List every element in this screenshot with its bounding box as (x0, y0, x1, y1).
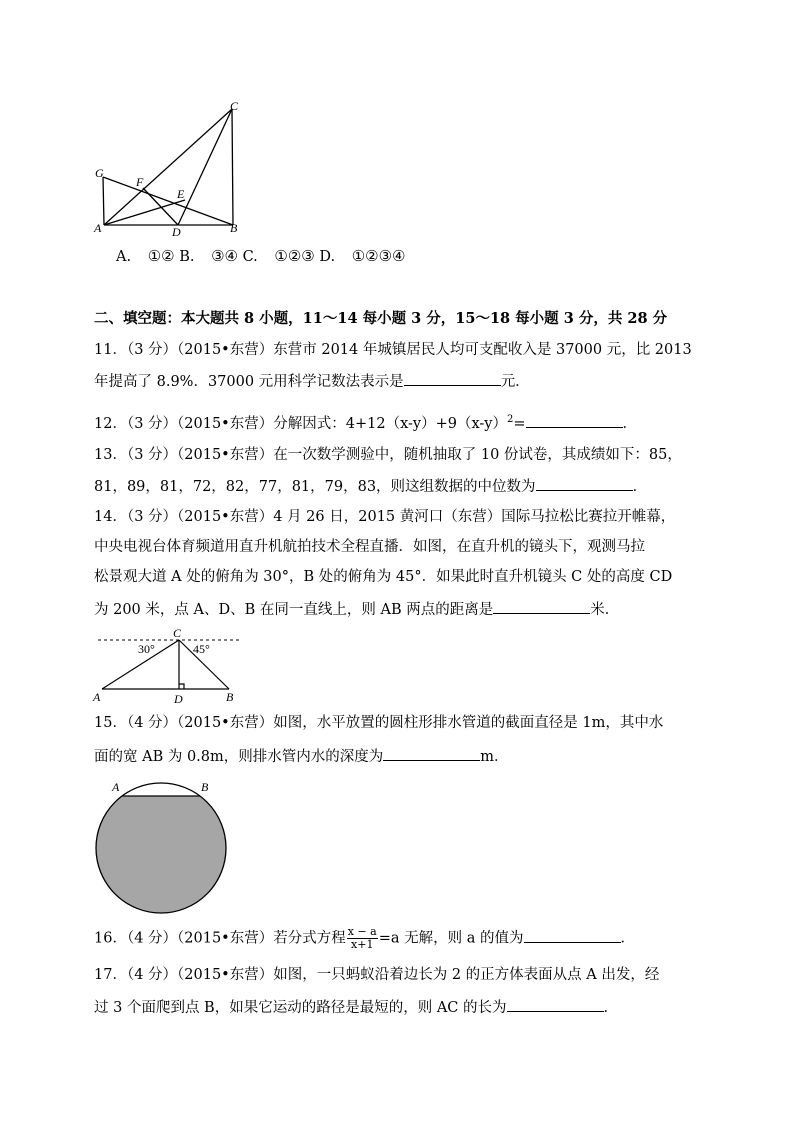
option-c-label: C. (242, 249, 258, 265)
q11-answer-blank[interactable] (404, 370, 501, 386)
option-a-label: A. (116, 249, 132, 265)
q14-line-1: 14．（3 分）（2015•东营）4 月 26 日，2015 黄河口（东营）国际马拉松比赛拉开帷幕， (94, 509, 676, 525)
q15-pipe-figure (90, 776, 240, 914)
q13-text: 81，89，81，72，82，77，81，79，83，则这组数据的中位数为 (94, 479, 536, 495)
q15-text: 面的宽 AB 为 0.8m，则排水管内水的深度为 (94, 749, 384, 765)
q10-label-c: C (230, 99, 239, 113)
q17-line-2 (94, 996, 618, 1018)
q16-answer-blank[interactable] (524, 927, 621, 943)
q14-helicopter-figure (90, 624, 250, 706)
q16-line (94, 926, 635, 951)
q14-line-3: 松景观大道 A 处的俯角为 30°，B 处的俯角为 45°．如果此时直升机镜头 C 处的高度 CD (94, 569, 673, 585)
q16-text: 16．（4 分）（2015•东营）若分式方程 (94, 930, 346, 947)
q13-line-2 (94, 475, 647, 497)
q14-label-c: C (173, 626, 182, 640)
q15-line-2 (94, 745, 509, 767)
q14-angle-45: 45° (193, 642, 210, 656)
q10-label-g: G (95, 166, 104, 180)
q10-label-b: B (230, 221, 238, 235)
option-d-value: ①②③④ (351, 247, 406, 265)
q17-period: ． (603, 1000, 618, 1016)
q14-label-d: D (174, 692, 183, 706)
q14-answer-blank[interactable] (493, 598, 590, 614)
q10-geometry-figure (90, 96, 260, 241)
q10-label-e: E (177, 187, 185, 201)
q16-fraction (347, 926, 378, 951)
q16-fraction-denominator: x+1 (351, 938, 374, 951)
q12-answer-blank[interactable] (526, 412, 623, 428)
option-b-label: B. (179, 249, 195, 265)
q17-text: 过 3 个面爬到点 B，如果它运动的路径是最短的，则 AC 的长为 (94, 1000, 507, 1016)
q12-equals: = (513, 415, 526, 432)
q11-line-2 (94, 370, 530, 392)
q16-text-2: =a 无解，则 a 的值为 (378, 930, 524, 947)
q12-line (94, 410, 637, 434)
q11-text: 年提高了 8.9%．37000 元用科学记数法表示是 (94, 374, 404, 390)
q17-line-1: 17．（4 分）（2015•东营）如图，一只蚂蚁沿着边长为 2 的正方体表面从点 A 出发，经 (94, 967, 660, 983)
q14-text: 为 200 米，点 A、D、B 在同一直线上，则 AB 两点的距离是 (94, 602, 494, 618)
section-2-heading: 二、填空题：本大题共 8 小题，11～14 每小题 3 分，15～18 每小题 3 分，共 28 分 (94, 310, 668, 327)
q14-angle-30: 30° (138, 642, 155, 656)
q14-label-b: B (226, 690, 234, 704)
q13-period: ． (632, 479, 648, 495)
q12-text: 12．（3 分）（2015•东营）分解因式：4+12（x-y）+9（x-y） (94, 415, 507, 432)
q17-answer-blank[interactable] (507, 996, 604, 1012)
q10-label-d: D (172, 225, 181, 239)
q15-water-region (96, 796, 226, 913)
q14-label-a: A (93, 690, 101, 704)
q15-label-b: B (201, 780, 209, 794)
option-d-label: D. (319, 249, 336, 265)
q13-line-1: 13．（3 分）（2015•东营）在一次数学测验中，随机抽取了 10 份试卷，其成绩如下：85， (94, 447, 682, 463)
q10-options (116, 246, 405, 267)
q14-unit: 米． (590, 602, 620, 618)
q11-line-1: 11．（3 分）（2015•东营）东营市 2014 年城镇居民人均可支配收入是 37000 元，比 2013 (94, 342, 692, 358)
q11-unit: 元． (500, 374, 530, 390)
q13-answer-blank[interactable] (536, 475, 633, 491)
q12-period: ． (622, 415, 637, 432)
option-a-value: ①② (147, 247, 175, 265)
option-b-value: ③④ (211, 247, 238, 265)
q16-period: ． (620, 930, 636, 947)
q15-unit: m． (480, 749, 509, 765)
q15-label-a: A (112, 780, 120, 794)
q14-line-4 (94, 598, 619, 620)
q14-line-2: 中央电视台体育频道用直升机航拍技术全程直播．如图，在直升机的镜头下，观测马拉 (94, 539, 645, 555)
q12-exponent: 2 (506, 414, 514, 425)
q15-line-1: 15．（4 分）（2015•东营）如图，水平放置的圆柱形排水管道的截面直径是 1m，其中水 (94, 715, 664, 731)
q10-label-f: F (136, 175, 144, 189)
q15-answer-blank[interactable] (383, 745, 480, 761)
option-c-value: ①②③ (274, 247, 315, 265)
q10-label-a: A (94, 221, 102, 235)
q16-fraction-numerator: x − a (347, 925, 377, 938)
